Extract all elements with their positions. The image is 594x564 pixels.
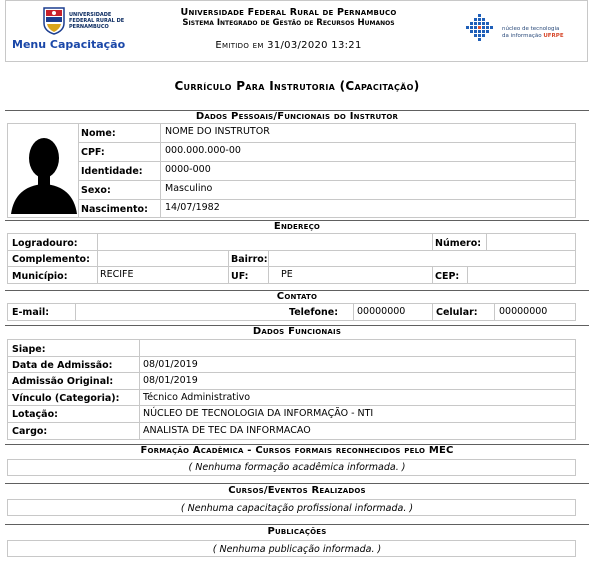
column-divider — [228, 251, 229, 283]
section-divider — [5, 524, 589, 525]
courses-section-title: Cursos/Eventos Realizados — [228, 485, 366, 496]
university-shield-icon — [43, 7, 65, 35]
publications-empty-message: ( Nenhuma publicação informada. ) — [212, 544, 382, 555]
system-name: Sistema Integrado de Gestão de Recursos Humanos — [182, 18, 395, 28]
column-divider — [97, 234, 98, 283]
birth-value: 14/07/1982 — [165, 202, 220, 213]
bond-label: Vínculo (Categoria): — [12, 393, 120, 404]
admission-value: 08/01/2019 — [143, 359, 198, 370]
identity-value: 0000-000 — [165, 164, 211, 175]
row-divider — [8, 389, 575, 390]
row-divider — [8, 356, 575, 357]
row-divider — [8, 250, 575, 251]
bond-value: Técnico Administrativo — [143, 392, 251, 403]
academic-empty-message: ( Nenhuma formação acadêmica informada. ) — [188, 462, 406, 473]
sex-label: Sexo: — [81, 185, 111, 196]
state-value: PE — [281, 269, 293, 280]
functional-section-title: Dados Funcionais — [252, 326, 342, 337]
contact-section-title: Contato — [276, 291, 318, 302]
sex-value: Masculino — [165, 183, 213, 194]
nti-dots-icon — [464, 14, 500, 48]
number-label: Número: — [435, 238, 482, 249]
admission-label: Data de Admissão: — [12, 360, 113, 371]
row-divider — [78, 180, 575, 181]
email-label: E-mail: — [12, 307, 50, 318]
column-divider — [467, 267, 468, 283]
nti-logo — [464, 14, 584, 48]
report-header — [5, 0, 588, 62]
issued-date: Emitido em 31/03/2020 13:21 — [215, 40, 362, 51]
role-label: Cargo: — [12, 426, 48, 437]
publications-section-title: Publicações — [267, 526, 327, 537]
column-divider — [432, 267, 433, 283]
zip-label: CEP: — [435, 271, 460, 282]
district-label: Bairro: — [231, 254, 268, 265]
original-admission-value: 08/01/2019 — [143, 375, 198, 386]
column-divider — [432, 234, 433, 250]
column-divider — [268, 251, 269, 283]
name-value: NOME DO INSTRUTOR — [165, 126, 270, 137]
column-divider — [486, 234, 487, 250]
menu-capacitacao-link[interactable]: Menu Capacitação — [12, 38, 126, 51]
nti-logo-text: núcleo de tecnologia da informação UFRPE — [502, 26, 564, 39]
column-divider — [75, 304, 76, 320]
birth-label: Nascimento: — [81, 204, 148, 215]
role-value: ANALISTA DE TEC DA INFORMACAO — [143, 425, 311, 436]
phone-label: Telefone: — [289, 307, 339, 318]
street-label: Logradouro: — [12, 238, 78, 249]
column-divider — [160, 124, 161, 217]
university-logo-text: UNIVERSIDADE FEDERAL RURAL DE PERNAMBUCO — [69, 12, 125, 30]
complement-label: Complemento: — [12, 254, 90, 265]
row-divider — [8, 405, 575, 406]
courses-empty-message: ( Nenhuma capacitação profissional informada. ) — [180, 503, 414, 514]
address-section-title: Endereço — [273, 221, 321, 232]
name-label: Nome: — [81, 128, 116, 139]
unit-value: NÚCLEO DE TECNOLOGIA DA INFORMAÇÃO - NTI — [143, 408, 374, 419]
column-divider — [353, 304, 354, 320]
row-divider — [8, 372, 575, 373]
cpf-value: 000.000.000-00 — [165, 145, 241, 156]
instructor-photo — [11, 126, 77, 214]
person-silhouette-icon — [11, 126, 77, 214]
document-title: Currículo Para Instrutoria (Capacitação) — [174, 79, 420, 93]
header-titles — [156, 7, 421, 51]
original-admission-label: Admissão Original: — [12, 376, 114, 387]
column-divider — [78, 124, 79, 217]
phone-value: 00000000 — [357, 306, 406, 317]
university-name: Universidade Federal Rural de Pernambuco — [180, 7, 397, 18]
mobile-value: 00000000 — [499, 306, 548, 317]
cpf-label: CPF: — [81, 147, 105, 158]
state-label: UF: — [231, 271, 249, 282]
column-divider — [432, 304, 433, 320]
column-divider — [494, 304, 495, 320]
siape-label: Siape: — [12, 344, 46, 355]
personal-section-title: Dados Pessoais/Funcionais do Instrutor — [195, 111, 399, 122]
identity-label: Identidade: — [81, 166, 143, 177]
city-label: Município: — [12, 271, 68, 282]
section-divider — [5, 483, 589, 484]
row-divider — [8, 422, 575, 423]
row-divider — [78, 199, 575, 200]
row-divider — [78, 161, 575, 162]
city-value: RECIFE — [100, 269, 134, 280]
row-divider — [78, 142, 575, 143]
mobile-label: Celular: — [436, 307, 478, 318]
row-divider — [8, 266, 575, 267]
unit-label: Lotação: — [12, 409, 58, 420]
academic-section-title: Formação Acadêmica - Cursos formais reconhecidos pelo MEC — [140, 445, 454, 456]
